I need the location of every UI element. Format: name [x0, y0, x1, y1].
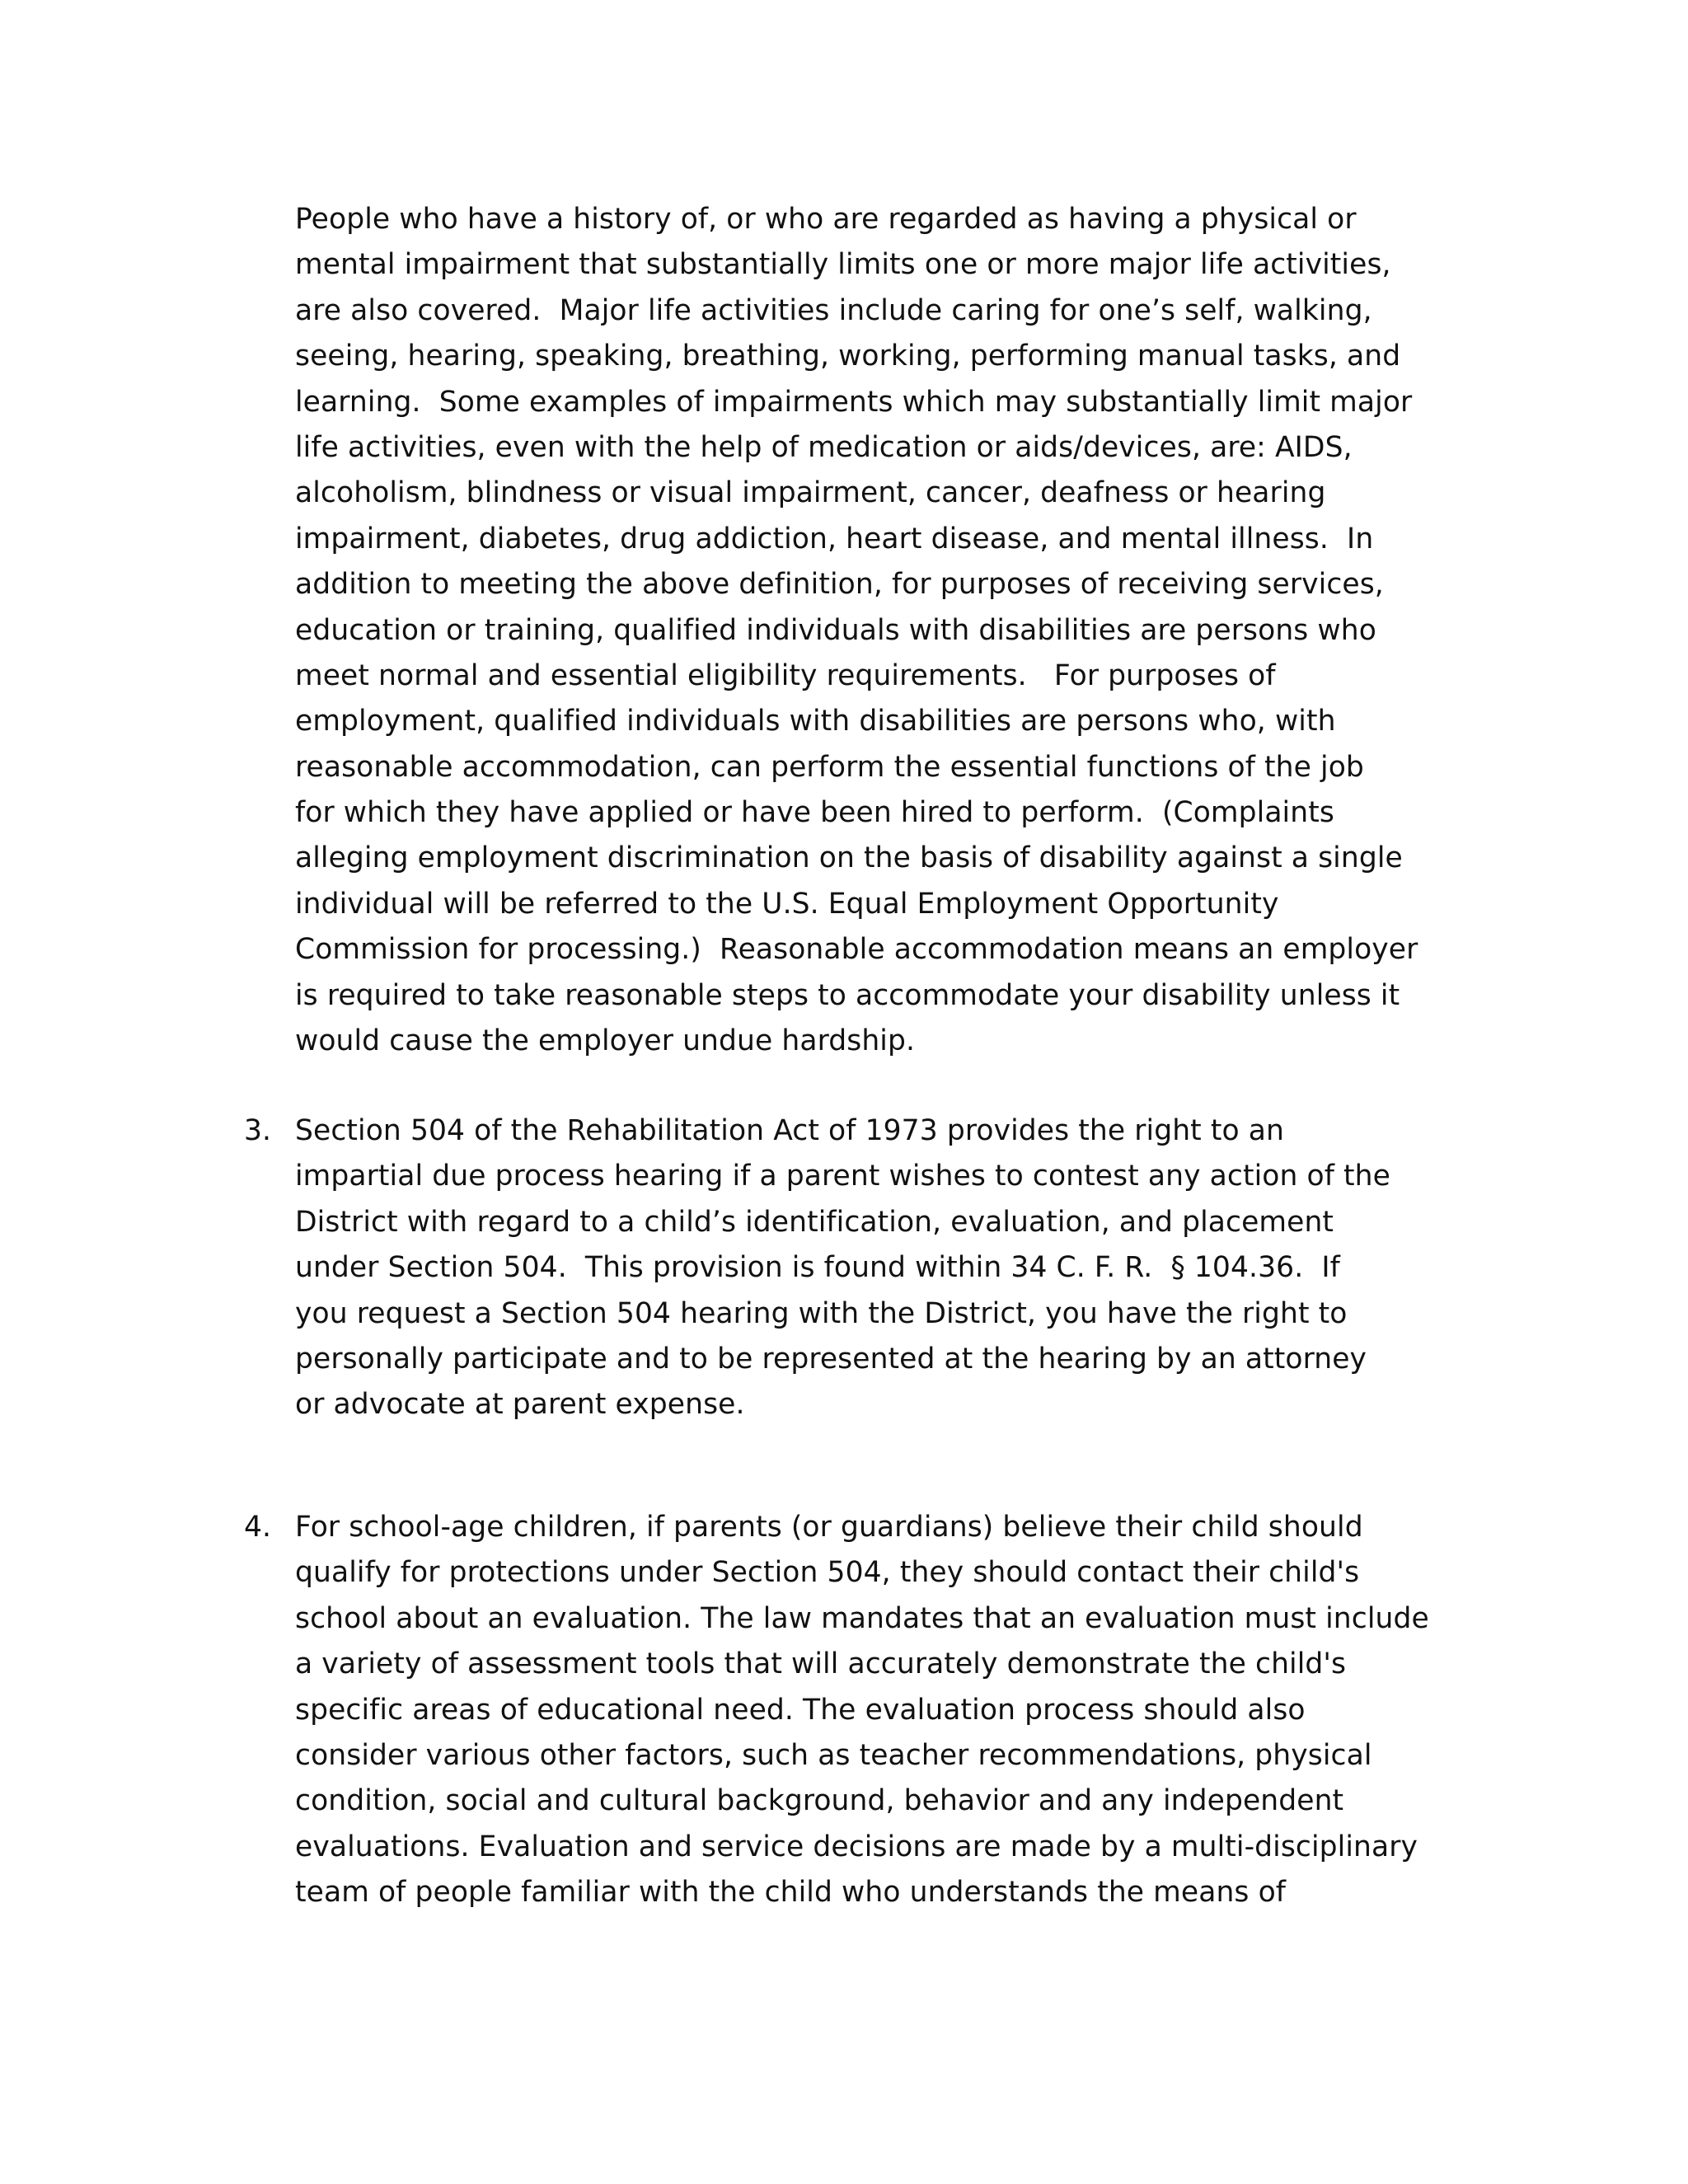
text-line: Section 504 of the Rehabilitation Act of 1973 provides the right to an — [295, 1114, 1284, 1147]
text-line: life activities, even with the help of medication or aids/devices, are: AIDS, — [295, 430, 1353, 464]
text-line: meet normal and essential eligibility requirements. For purposes of — [295, 658, 1276, 692]
text-line: are also covered. Major life activities include caring for one’s self, walking, — [295, 293, 1372, 327]
text-line: or advocate at parent expense. — [295, 1388, 745, 1422]
text-line: school about an evaluation. The law mandates that an evaluation must include — [295, 1601, 1429, 1635]
text-line: specific areas of educational need. The evaluation process should also — [295, 1693, 1306, 1727]
list-item-paragraph — [295, 1505, 1482, 1916]
text-line: you request a Section 504 hearing with the District, you have the right to — [295, 1296, 1348, 1330]
text-line: impartial due process hearing if a parent wishes to contest any action of the — [295, 1160, 1390, 1193]
text-line: evaluations. Evaluation and service decisions are made by a multi-disciplinary — [295, 1830, 1418, 1863]
continuation-paragraph — [295, 197, 1482, 1064]
text-line: personally participate and to be represented at the hearing by an attorney — [295, 1342, 1367, 1376]
text-line: individual will be referred to the U.S. Equal Employment Opportunity — [295, 887, 1279, 921]
text-line: employment, qualified individuals with disabilities are persons who, with — [295, 705, 1336, 738]
text-line: under Section 504. This provision is found within 34 C. F. R. § 104.36. If — [295, 1251, 1340, 1285]
text-line: seeing, hearing, speaking, breathing, working, performing manual tasks, and — [295, 340, 1401, 373]
text-line: District with regard to a child’s identification, evaluation, and placement — [295, 1205, 1334, 1239]
text-line: would cause the employer undue hardship. — [295, 1024, 916, 1058]
text-line: reasonable accommodation, can perform the essential functions of the job — [295, 750, 1364, 784]
text-line: alleging employment discrimination on the basis of disability against a single — [295, 841, 1403, 875]
text-line: education or training, qualified individuals with disabilities are persons who — [295, 613, 1376, 647]
text-line: For school-age children, if parents (or guardians) believe their child should — [295, 1511, 1363, 1544]
list-item-paragraph — [295, 1108, 1482, 1428]
text-line: Commission for processing.) Reasonable accommodation means an employer — [295, 933, 1418, 967]
text-line: consider various other factors, such as teacher recommendations, physical — [295, 1738, 1372, 1772]
text-line: team of people familiar with the child who understands the means of — [295, 1876, 1287, 1910]
text-line: a variety of assessment tools that will accurately demonstrate the child's — [295, 1647, 1347, 1681]
text-line: for which they have applied or have been hired to perform. (Complaints — [295, 796, 1334, 830]
list-number: 4. — [244, 1511, 271, 1544]
text-line: qualify for protections under Section 504, they should contact their child's — [295, 1556, 1360, 1590]
text-line: addition to meeting the above definition, for purposes of receiving services, — [295, 568, 1384, 602]
list-number: 3. — [244, 1114, 271, 1147]
text-line: alcoholism, blindness or visual impairment, cancer, deafness or hearing — [295, 476, 1326, 510]
text-line: People who have a history of, or who are regarded as having a physical or — [295, 203, 1357, 236]
text-line: condition, social and cultural background, behavior and any independent — [295, 1784, 1344, 1818]
text-line: is required to take reasonable steps to accommodate your disability unless it — [295, 978, 1400, 1012]
text-line: impairment, diabetes, drug addiction, heart disease, and mental illness. In — [295, 522, 1374, 555]
text-line: mental impairment that substantially limits one or more major life activities, — [295, 248, 1391, 282]
text-line: learning. Some examples of impairments which may substantially limit major — [295, 385, 1413, 419]
